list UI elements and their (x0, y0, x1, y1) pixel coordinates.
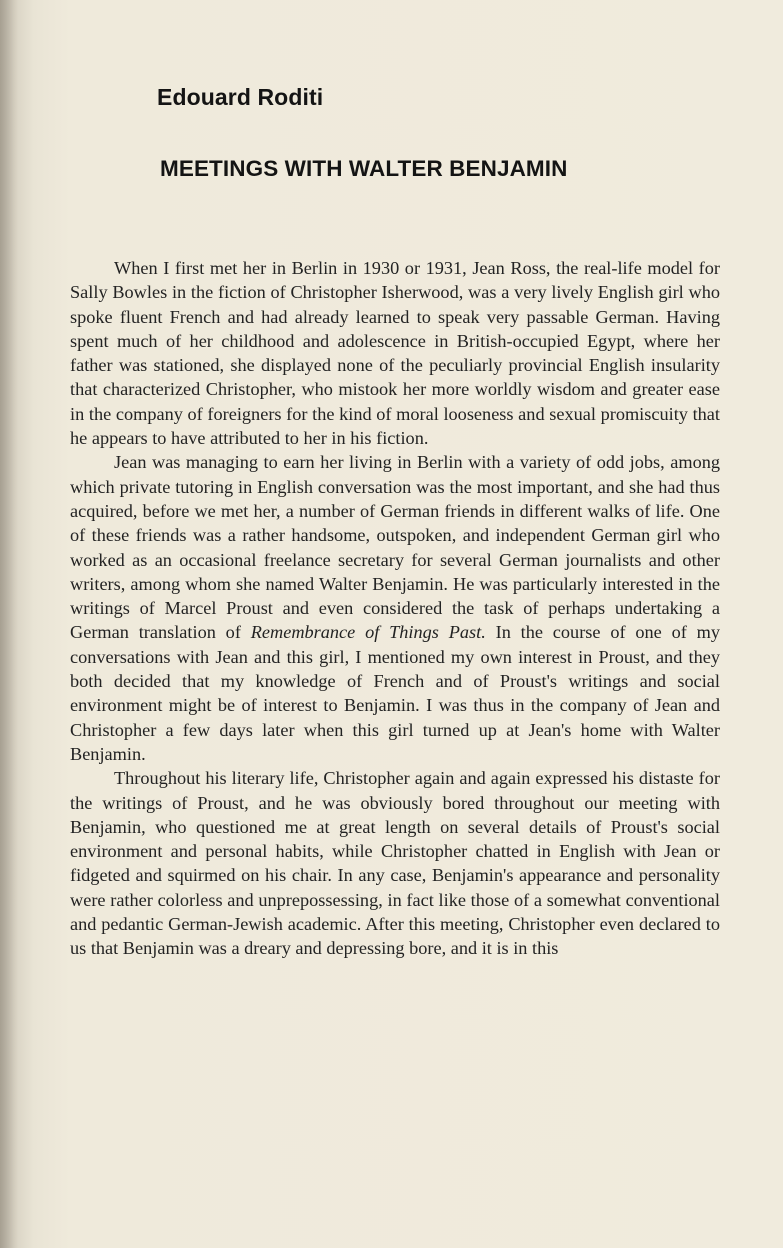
paragraph-2-before: Jean was managing to earn her living in Berlin with a variety of odd jobs, among which private tutoring in English conversation was the most important, and she had thus acquired, before we met her, a number of German friends in different walks of life. One of these friends was a rather handsome, outspoken, and independent German girl who worked as an occasional freelance secretary for several German journalists and other writers, among whom she named Walter Benjamin. He was particularly interested in the writings of Marcel Proust and even considered the task of perhaps undertaking a German translation of (70, 452, 720, 643)
article-body (70, 256, 720, 961)
author-name: Edouard Roditi (157, 84, 324, 110)
paragraph-2 (70, 450, 720, 766)
binding-gutter-shadow (0, 0, 18, 1248)
article-title: MEETINGS WITH WALTER BENJAMIN (160, 156, 568, 181)
paragraph-1: When I first met her in Berlin in 1930 or 1931, Jean Ross, the real-life model for Sally Bowles in the fiction of Christopher Isherwood, was a very lively English girl who spoke fluent French and had already learned to speak very passable German. Having spent much of her childhood and adolescence in British-occupied Egypt, where her father was stationed, she displayed none of the peculiarly provincial English insularity that characterized Christopher, who mistook her more worldly wisdom and greater ease in the company of foreigners for the kind of moral looseness and sexual promiscuity that he appears to have attributed to her in his fiction. (70, 258, 720, 449)
paragraph-3: Throughout his literary life, Christopher again and again expressed his distaste for the writings of Proust, and he was obviously bored throughout our meeting with Benjamin, who questioned me at great length on several details of Proust's social environment and personal habits, while Christopher chatted in English with Jean or fidgeted and squirmed on his chair. In any case, Benjamin's appearance and personality were rather colorless and unprepossessing, in fact like those of a somewhat conventional and pedantic German-Jewish academic. After this meeting, Christopher even declared to us that Benjamin was a dreary and depressing bore, and it is in this (70, 768, 720, 959)
book-title-italic: Remembrance of Things Past. (250, 622, 486, 643)
paragraph-2-after: In the course of one of my conversations with Jean and this girl, I mentioned my own interest in Proust, and they both decided that my knowledge of French and of Proust's writings and social environment might be of interest to Benjamin. I was thus in the company of Jean and Christopher a few days later when this girl turned up at Jean's home with Walter Benjamin. (70, 622, 720, 764)
